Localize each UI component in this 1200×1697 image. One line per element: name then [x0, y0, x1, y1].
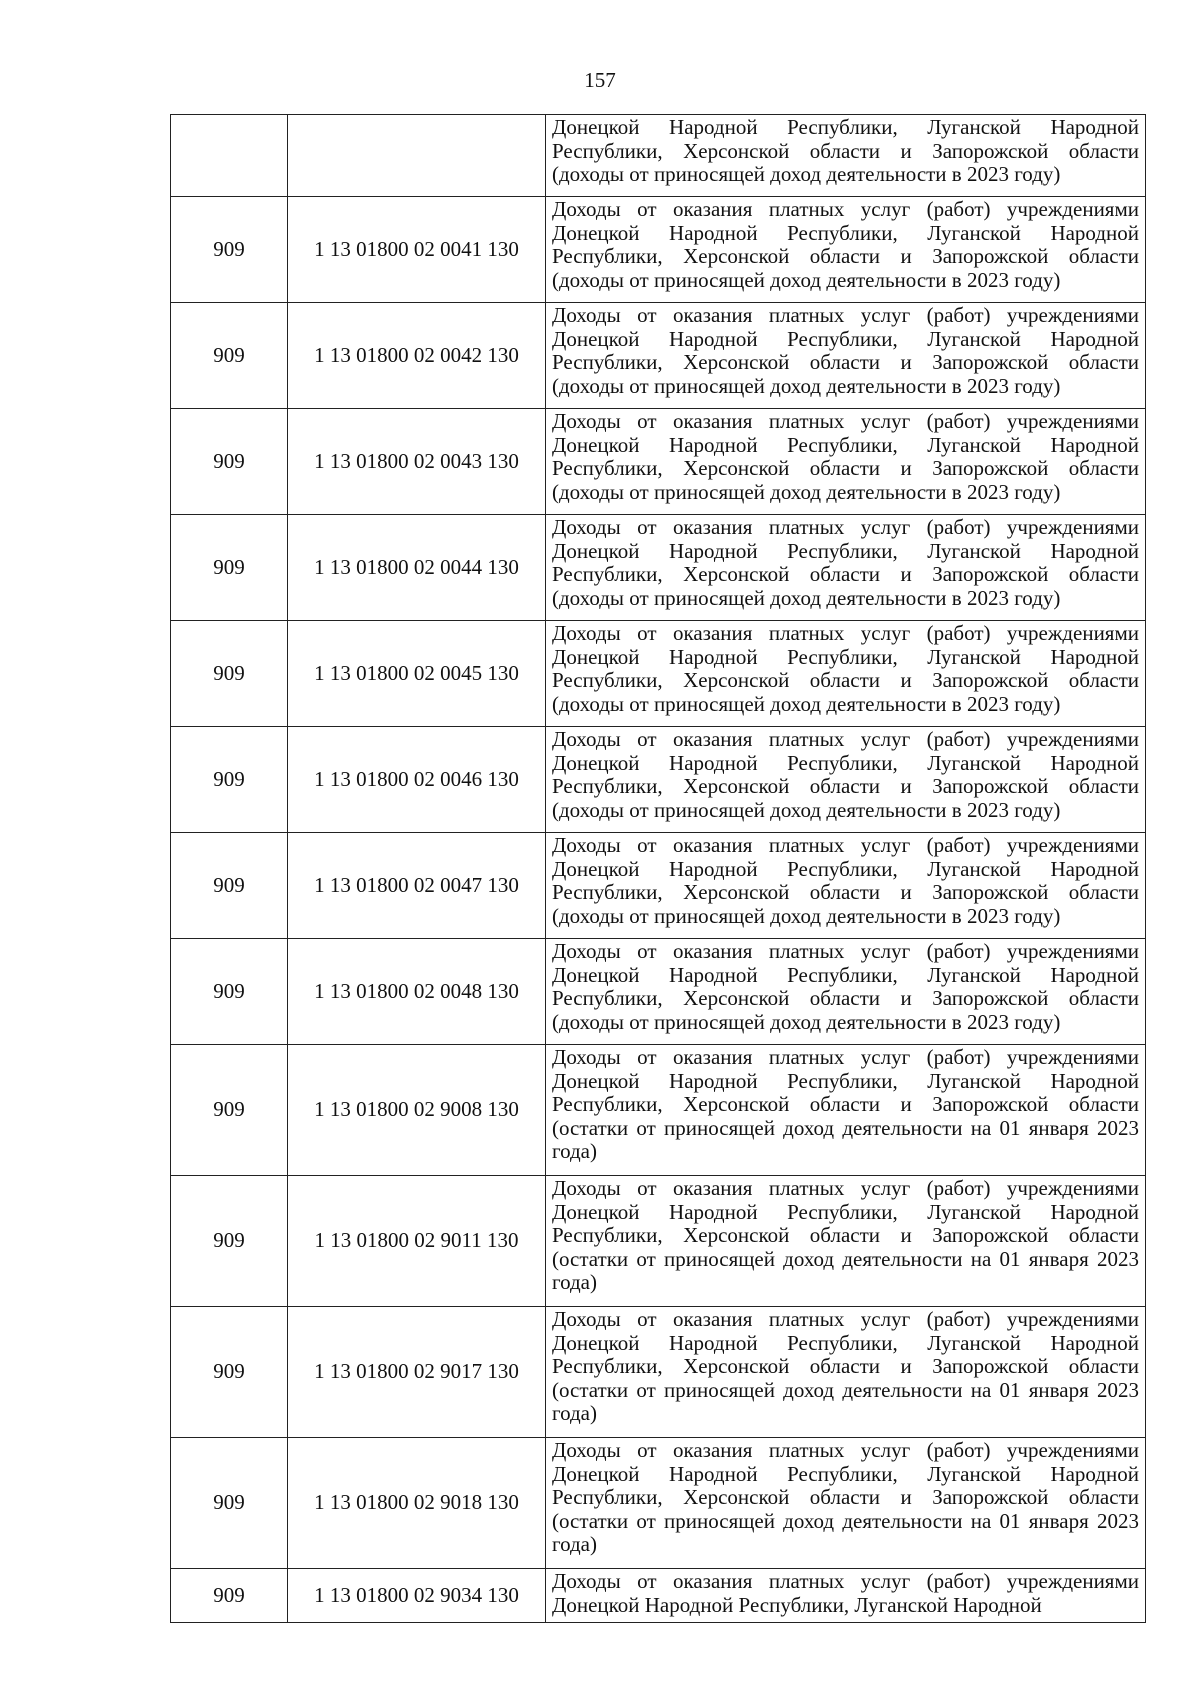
budget-code-cell: 1 13 01800 02 0042 130: [288, 303, 546, 409]
admin-code-cell: 909: [171, 303, 288, 409]
description-line: года): [552, 1270, 597, 1295]
budget-code-cell: 1 13 01800 02 9017 130: [288, 1307, 546, 1438]
admin-code-cell: 909: [171, 197, 288, 303]
description-line: Республики, Херсонской области и Запорожской области: [552, 562, 1139, 587]
admin-code-cell: 909: [171, 1438, 288, 1569]
admin-code-cell: 909: [171, 621, 288, 727]
description-line: Республики, Херсонской области и Запорожской области: [552, 668, 1139, 693]
description-line: Доходы от оказания платных услуг (работ) учреждениями: [552, 939, 1139, 963]
budget-code-cell: 1 13 01800 02 0047 130: [288, 833, 546, 939]
table-row: [171, 1438, 1146, 1569]
table-row: [171, 409, 1146, 515]
description-line: (остатки от приносящей доход деятельности на 01 января 2023: [552, 1115, 1139, 1140]
description-line: Доходы от оказания платных услуг (работ) учреждениями: [552, 1307, 1139, 1331]
description-cell: [546, 409, 1146, 515]
description-line: Донецкой Народной Республики, Луганской Народной: [552, 432, 1139, 457]
description-line: Доходы от оказания платных услуг (работ) учреждениями: [552, 621, 1139, 645]
budget-code-cell: [288, 115, 546, 197]
description-line: (доходы от приносящей доход деятельности в 2023 году): [552, 797, 1061, 822]
description-line: (остатки от приносящей доход деятельности на 01 января 2023: [552, 1246, 1139, 1271]
description-line: Доходы от оказания платных услуг (работ) учреждениями: [552, 197, 1139, 221]
admin-code-cell: 909: [171, 1176, 288, 1307]
description-cell: [546, 1045, 1146, 1176]
description-line: Республики, Херсонской области и Запорожской области: [552, 986, 1139, 1011]
description-cell: [546, 621, 1146, 727]
description-line: Донецкой Народной Республики, Луганской Народной: [552, 538, 1139, 563]
description-line: Донецкой Народной Республики, Луганской Народной: [552, 326, 1139, 351]
description-line: Доходы от оказания платных услуг (работ) учреждениями: [552, 1045, 1139, 1069]
description-line: Доходы от оказания платных услуг (работ) учреждениями: [552, 515, 1139, 539]
admin-code-cell: [171, 115, 288, 197]
description-cell: [546, 115, 1146, 197]
description-line: года): [552, 1401, 597, 1426]
admin-code-cell: 909: [171, 1307, 288, 1438]
budget-code-cell: 1 13 01800 02 0045 130: [288, 621, 546, 727]
description-line: Республики, Херсонской области и Запорожской области: [552, 1354, 1139, 1379]
revenue-codes-table: [170, 114, 1146, 1623]
description-line: Доходы от оказания платных услуг (работ) учреждениями: [552, 727, 1139, 751]
description-line: (доходы от приносящей доход деятельности в 2023 году): [552, 162, 1061, 187]
description-line: Доходы от оказания платных услуг (работ) учреждениями: [552, 1438, 1139, 1462]
description-line: Доходы от оказания платных услуг (работ) учреждениями: [552, 1176, 1139, 1200]
description-line: Республики, Херсонской области и Запорожской области: [552, 1485, 1139, 1510]
description-line: Доходы от оказания платных услуг (работ) учреждениями: [552, 409, 1139, 433]
admin-code-cell: 909: [171, 515, 288, 621]
description-cell: [546, 1176, 1146, 1307]
description-line: Донецкой Народной Республики, Луганской Народной: [552, 644, 1139, 669]
table-row: [171, 115, 1146, 197]
description-line: (остатки от приносящей доход деятельности на 01 января 2023: [552, 1508, 1139, 1533]
description-cell: [546, 303, 1146, 409]
description-line: Республики, Херсонской области и Запорожской области: [552, 1092, 1139, 1117]
table-row: [171, 1176, 1146, 1307]
description-cell: [546, 197, 1146, 303]
budget-code-cell: 1 13 01800 02 0043 130: [288, 409, 546, 515]
admin-code-cell: 909: [171, 1569, 288, 1623]
description-cell: [546, 939, 1146, 1045]
admin-code-cell: 909: [171, 939, 288, 1045]
budget-code-cell: 1 13 01800 02 9018 130: [288, 1438, 546, 1569]
description-line: Республики, Херсонской области и Запорожской области: [552, 138, 1139, 163]
budget-code-cell: 1 13 01800 02 9008 130: [288, 1045, 546, 1176]
description-line: (доходы от приносящей доход деятельности в 2023 году): [552, 585, 1061, 610]
description-cell: [546, 833, 1146, 939]
description-cell: [546, 1307, 1146, 1438]
description-line: Донецкой Народной Республики, Луганской Народной: [552, 1461, 1139, 1486]
description-line: Донецкой Народной Республики, Луганской Народной: [552, 962, 1139, 987]
description-line: Республики, Херсонской области и Запорожской области: [552, 244, 1139, 269]
description-line: Донецкой Народной Республики, Луганской Народной: [552, 856, 1139, 881]
description-line: Донецкой Народной Республики, Луганской Народной: [552, 750, 1139, 775]
description-line: Донецкой Народной Республики, Луганской Народной: [552, 1330, 1139, 1355]
budget-code-cell: 1 13 01800 02 9011 130: [288, 1176, 546, 1307]
description-line: Доходы от оказания платных услуг (работ) учреждениями: [552, 833, 1139, 857]
description-line: Республики, Херсонской области и Запорожской области: [552, 880, 1139, 905]
table-body: [171, 115, 1146, 1623]
description-line: (остатки от приносящей доход деятельности на 01 января 2023: [552, 1377, 1139, 1402]
description-line: (доходы от приносящей доход деятельности в 2023 году): [552, 267, 1061, 292]
description-line: Республики, Херсонской области и Запорожской области: [552, 350, 1139, 375]
table-row: [171, 621, 1146, 727]
description-line: (доходы от приносящей доход деятельности в 2023 году): [552, 373, 1061, 398]
budget-code-cell: 1 13 01800 02 9034 130: [288, 1569, 546, 1623]
description-cell: [546, 727, 1146, 833]
description-line: Донецкой Народной Республики, Луганской Народной: [552, 1592, 1042, 1617]
table-row: [171, 1569, 1146, 1623]
description-line: Республики, Херсонской области и Запорожской области: [552, 456, 1139, 481]
table-row: [171, 1045, 1146, 1176]
description-line: Доходы от оказания платных услуг (работ) учреждениями: [552, 1569, 1139, 1593]
description-cell: [546, 1438, 1146, 1569]
table-row: [171, 1307, 1146, 1438]
description-line: Республики, Херсонской области и Запорожской области: [552, 1223, 1139, 1248]
description-line: (доходы от приносящей доход деятельности в 2023 году): [552, 479, 1061, 504]
table-row: [171, 515, 1146, 621]
admin-code-cell: 909: [171, 833, 288, 939]
table-row: [171, 303, 1146, 409]
description-line: Доходы от оказания платных услуг (работ) учреждениями: [552, 303, 1139, 327]
description-line: Донецкой Народной Республики, Луганской Народной: [552, 1068, 1139, 1093]
page-number: 157: [584, 68, 616, 92]
description-cell: [546, 1569, 1146, 1623]
admin-code-cell: 909: [171, 727, 288, 833]
description-line: Донецкой Народной Республики, Луганской Народной: [552, 115, 1139, 139]
table-row: [171, 727, 1146, 833]
description-line: Донецкой Народной Республики, Луганской Народной: [552, 1199, 1139, 1224]
description-line: Республики, Херсонской области и Запорожской области: [552, 774, 1139, 799]
description-line: (доходы от приносящей доход деятельности в 2023 году): [552, 1009, 1061, 1034]
description-line: Донецкой Народной Республики, Луганской Народной: [552, 220, 1139, 245]
table-row: [171, 197, 1146, 303]
budget-code-cell: 1 13 01800 02 0044 130: [288, 515, 546, 621]
description-line: года): [552, 1139, 597, 1164]
description-cell: [546, 515, 1146, 621]
budget-code-cell: 1 13 01800 02 0048 130: [288, 939, 546, 1045]
admin-code-cell: 909: [171, 409, 288, 515]
admin-code-cell: 909: [171, 1045, 288, 1176]
budget-code-cell: 1 13 01800 02 0041 130: [288, 197, 546, 303]
description-line: года): [552, 1532, 597, 1557]
description-line: (доходы от приносящей доход деятельности в 2023 году): [552, 691, 1061, 716]
table-row: [171, 833, 1146, 939]
budget-code-cell: 1 13 01800 02 0046 130: [288, 727, 546, 833]
table-row: [171, 939, 1146, 1045]
description-line: (доходы от приносящей доход деятельности в 2023 году): [552, 903, 1061, 928]
